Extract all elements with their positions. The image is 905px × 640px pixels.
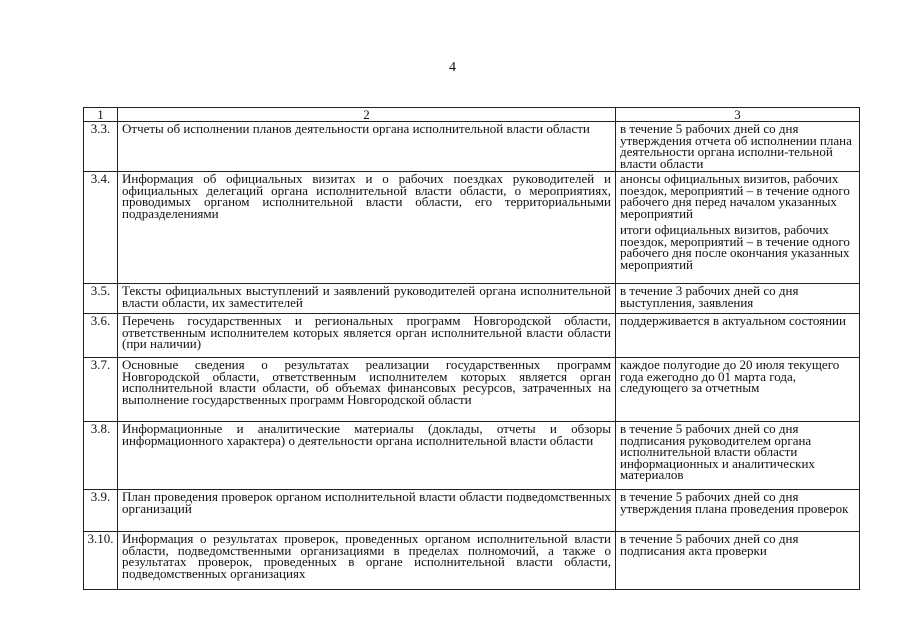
row-description: Перечень государственных и региональных программ Новгородской области, ответственным исполнителем которых является орган исполнительной власти области (при наличии) <box>118 314 616 358</box>
column-number-2: 2 <box>118 108 616 122</box>
row-description: Информационные и аналитические материалы (доклады, отчеты и обзоры информационного характера) о деятельности органа исполнительной власти области <box>118 422 616 490</box>
row-number: 3.4. <box>84 172 118 284</box>
column-number-row <box>84 108 860 122</box>
row-deadline <box>616 284 860 314</box>
row-deadline <box>616 358 860 422</box>
row-deadline <box>616 490 860 532</box>
column-number-3: 3 <box>616 108 860 122</box>
deadline-results-text: итоги официальных визитов, рабочих поездок, мероприятий – в течение одного рабочего дня после окончания указанных мероприятий <box>620 222 850 272</box>
deadline-announcement-text: анонсы официальных визитов, рабочих поездок, мероприятий – в течение одного рабочего дня перед началом указанных мероприятий <box>620 171 850 221</box>
row-description: Основные сведения о результатах реализации государственных программ Новгородской области, ответственным исполнителем которых является орган исполнительной власти области, об объемах финансовых ресурсов, затраченных на выполнение государственных программ Новгородской области <box>118 358 616 422</box>
row-number: 3.7. <box>84 358 118 422</box>
publication-schedule-table <box>83 107 860 590</box>
row-number: 3.5. <box>84 284 118 314</box>
row-deadline <box>616 172 860 284</box>
row-number: 3.6. <box>84 314 118 358</box>
row-description: Информация об официальных визитах и о рабочих поездках руководителей и официальных делегаций органа исполнительной власти области, о мероприятиях, проводимых органом исполнительной власти области, его территориальными подразделениями <box>118 172 616 284</box>
deadline-text: в течение 5 рабочих дней со дня подписания руководителем органа исполнительной власти области информационных и аналитических материалов <box>620 421 815 482</box>
table-row <box>84 532 860 590</box>
column-number-1: 1 <box>84 108 118 122</box>
deadline-text: в течение 5 рабочих дней со дня утверждения плана проведения проверок <box>620 489 849 516</box>
row-description: План проведения проверок органом исполнительной власти области подведомственных организаций <box>118 490 616 532</box>
row-description: Отчеты об исполнении планов деятельности органа исполнительной власти области <box>118 122 616 172</box>
deadline-text: поддерживается в актуальном состоянии <box>620 313 846 328</box>
table-row <box>84 284 860 314</box>
table-row <box>84 122 860 172</box>
row-deadline <box>616 314 860 358</box>
deadline-text: в течение 5 рабочих дней со дня утверждения отчета об исполнении плана деятельности органа исполни-тельной власти области <box>620 121 852 171</box>
row-deadline <box>616 122 860 172</box>
table-body <box>84 108 860 590</box>
page-number: 4 <box>449 60 456 75</box>
row-description: Информация о результатах проверок, проведенных органом исполнительной власти области, подведомственными организациями в пределах полномочий, а также о результатах проверок, проведенных в органе исполнительной власти области, подведомственных организациях <box>118 532 616 590</box>
row-number: 3.9. <box>84 490 118 532</box>
row-number: 3.8. <box>84 422 118 490</box>
row-deadline <box>616 422 860 490</box>
table-row <box>84 490 860 532</box>
deadline-text: каждое полугодие до 20 июля текущего года ежегодно до 01 марта года, следующего за отчетным <box>620 357 840 395</box>
table-row <box>84 422 860 490</box>
deadline-text: в течение 3 рабочих дней со дня выступления, заявления <box>620 283 799 310</box>
row-number: 3.10. <box>84 532 118 590</box>
table-row <box>84 314 860 358</box>
table-row <box>84 172 860 284</box>
row-description: Тексты официальных выступлений и заявлений руководителей органа исполнительной власти области, их заместителей <box>118 284 616 314</box>
row-number: 3.3. <box>84 122 118 172</box>
table-row <box>84 358 860 422</box>
row-deadline <box>616 532 860 590</box>
deadline-text: в течение 5 рабочих дней со дня подписания акта проверки <box>620 531 799 558</box>
